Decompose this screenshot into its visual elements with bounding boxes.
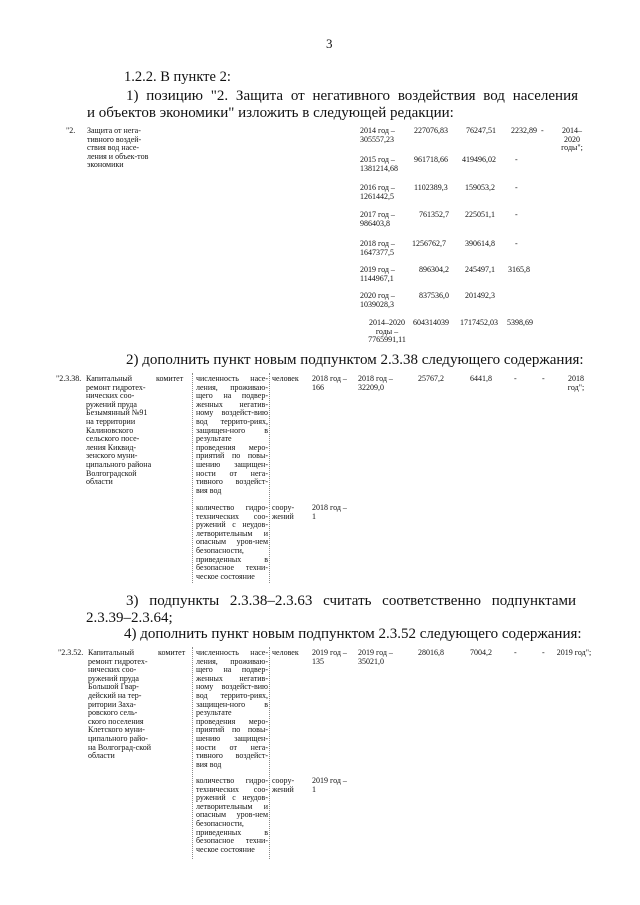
- row238-unit2: соору-жений: [272, 503, 295, 521]
- row238-indicator2: количество гидро-технических соо-ружений с неудов-летворительным и опасным уров-нем безопасности, приведенных в безопасное техни-ческое состояние: [196, 503, 268, 581]
- row2-value: 961718,66: [414, 155, 448, 164]
- row2-year: 2020 год – 1039028,3: [360, 291, 395, 309]
- row252-indicator2: количество гидро-технических соо-ружений с неудов-летворительным и опасным уров-нем безопасности, приведенных в безопасное техни-ческое состояние: [196, 776, 268, 854]
- row2-year: 2016 год – 1261442,5: [360, 183, 395, 201]
- row238-number: "2.3.38.: [56, 374, 82, 383]
- row2-value: 245497,1: [465, 265, 495, 274]
- row2-value: -: [515, 210, 518, 219]
- row252-value: 7004,2: [470, 648, 492, 657]
- row2-value: 201492,3: [465, 291, 495, 300]
- row238-value: -: [542, 374, 545, 383]
- row2-value: 1102389,3: [414, 183, 448, 192]
- row252-funding: 2019 год – 35021,0: [358, 648, 393, 666]
- row2-value: 159053,2: [465, 183, 495, 192]
- row2-year: 2014–2020 годы – 7765991,11: [368, 318, 406, 345]
- row238-indicator1: численность насе-ления, проживаю-щего на подвер-женных негатив-ному воздейст-вию вод террито-риях, защищен-ного в результате проведения меро-приятий по повы-шению защищен-ности от нега-тивного воздейст-вия вод: [196, 374, 268, 495]
- row238-executor: комитет: [156, 374, 184, 383]
- row252-number: "2.3.52.: [58, 648, 84, 657]
- row2-year: 2018 год – 1647377,5: [360, 239, 395, 257]
- row2-value: 896304,2: [419, 265, 449, 274]
- row252-period: 2019 год";: [556, 648, 592, 657]
- row2-value: 761352,7: [419, 210, 449, 219]
- row252-unit1: человек: [272, 648, 299, 657]
- row238-funding: 2018 год – 32209,0: [358, 374, 393, 392]
- row2-value: 225051,1: [465, 210, 495, 219]
- row238-target1: 2018 год – 166: [312, 374, 347, 392]
- row238-target2: 2018 год – 1: [312, 503, 347, 521]
- row2-value: 1256762,7: [412, 239, 446, 248]
- row252-executor: комитет: [158, 648, 186, 657]
- item2-text: 2) дополнить пункт новым подпунктом 2.3.38 следующего содержания:: [126, 352, 584, 368]
- row2-year: 2019 год – 1144967,1: [360, 265, 395, 283]
- row2-value: -: [515, 155, 518, 164]
- row2-name: Защита от нега-тивного воздей-ствия вод насе-ления и объек-тов экономики: [87, 126, 149, 170]
- row252-name: Капитальный ремонт гидротех-нических соо-ружений пруда Большой Гвар-дейский на тер-ритории Заха-ровского сель-ского поселения Клетского муни-ципального райо-на Волгоград-ской области: [88, 648, 152, 761]
- row2-value: 227076,83: [414, 126, 448, 135]
- column-divider: [192, 373, 193, 583]
- row252-unit2: соору-жений: [272, 776, 295, 794]
- row252-indicator1: численность насе-ления, проживаю-щего на подвер-женных негатив-ному воздейст-вию вод террито-риях, защищен-ного в результате проведения меро-приятий по повы-шению защищен-ности от нега-тивного воздейст-вия вод: [196, 648, 268, 769]
- item4-text: 4) дополнить пункт новым подпунктом 2.3.52 следующего содержания:: [124, 626, 582, 642]
- row2-number: "2.: [66, 126, 76, 135]
- page-number: 3: [326, 36, 333, 51]
- row2-value: 1717452,03: [460, 318, 498, 327]
- row238-period: 2018 год";: [567, 374, 585, 392]
- item1-line2: и объектов экономики" изложить в следующей редакции:: [87, 105, 454, 121]
- row2-value: 76247,51: [466, 126, 496, 135]
- row2-value: 2232,89: [511, 126, 537, 135]
- row238-name: Капитальный ремонт гидротех-нических соо-ружений пруда Безымянный №91 на территории Калиновского сельского посе-ления Киквид-зенского муни-ципального района Волгоградской области: [86, 374, 152, 487]
- row238-unit1: человек: [272, 374, 299, 383]
- row2-year: 2017 год – 986403,8: [360, 210, 395, 228]
- row2-value: -: [541, 126, 544, 135]
- row252-value: -: [542, 648, 545, 657]
- item1-line1: 1) позицию "2. Защита от негативного воздействия вод населения: [126, 88, 578, 104]
- row238-value: -: [514, 374, 517, 383]
- row2-value: 390614,8: [465, 239, 495, 248]
- row2-year: 2014 год – 305557,23: [360, 126, 395, 144]
- column-divider: [269, 373, 270, 583]
- column-divider: [192, 647, 193, 859]
- row252-value: 28016,8: [418, 648, 444, 657]
- row252-target2: 2019 год – 1: [312, 776, 347, 794]
- row2-value: -: [515, 183, 518, 192]
- section-heading: 1.2.2. В пункте 2:: [124, 69, 231, 85]
- column-divider: [269, 647, 270, 859]
- row2-value: 419496,02: [462, 155, 496, 164]
- row2-period: 2014– 2020 годы";: [561, 126, 583, 153]
- row252-value: -: [514, 648, 517, 657]
- row252-target1: 2019 год – 135: [312, 648, 347, 666]
- row2-value: 604314039: [413, 318, 449, 327]
- row2-value: 5398,69: [507, 318, 533, 327]
- row2-year: 2015 год – 1381214,68: [360, 155, 398, 173]
- row2-value: 837536,0: [419, 291, 449, 300]
- item3-line2: 2.3.39–2.3.64;: [86, 610, 173, 626]
- row2-value: -: [515, 239, 518, 248]
- row238-value: 25767,2: [418, 374, 444, 383]
- item3-line1: 3) подпункты 2.3.38–2.3.63 считать соответственно подпунктами: [126, 593, 576, 609]
- row2-value: 3165,8: [508, 265, 530, 274]
- row238-value: 6441,8: [470, 374, 492, 383]
